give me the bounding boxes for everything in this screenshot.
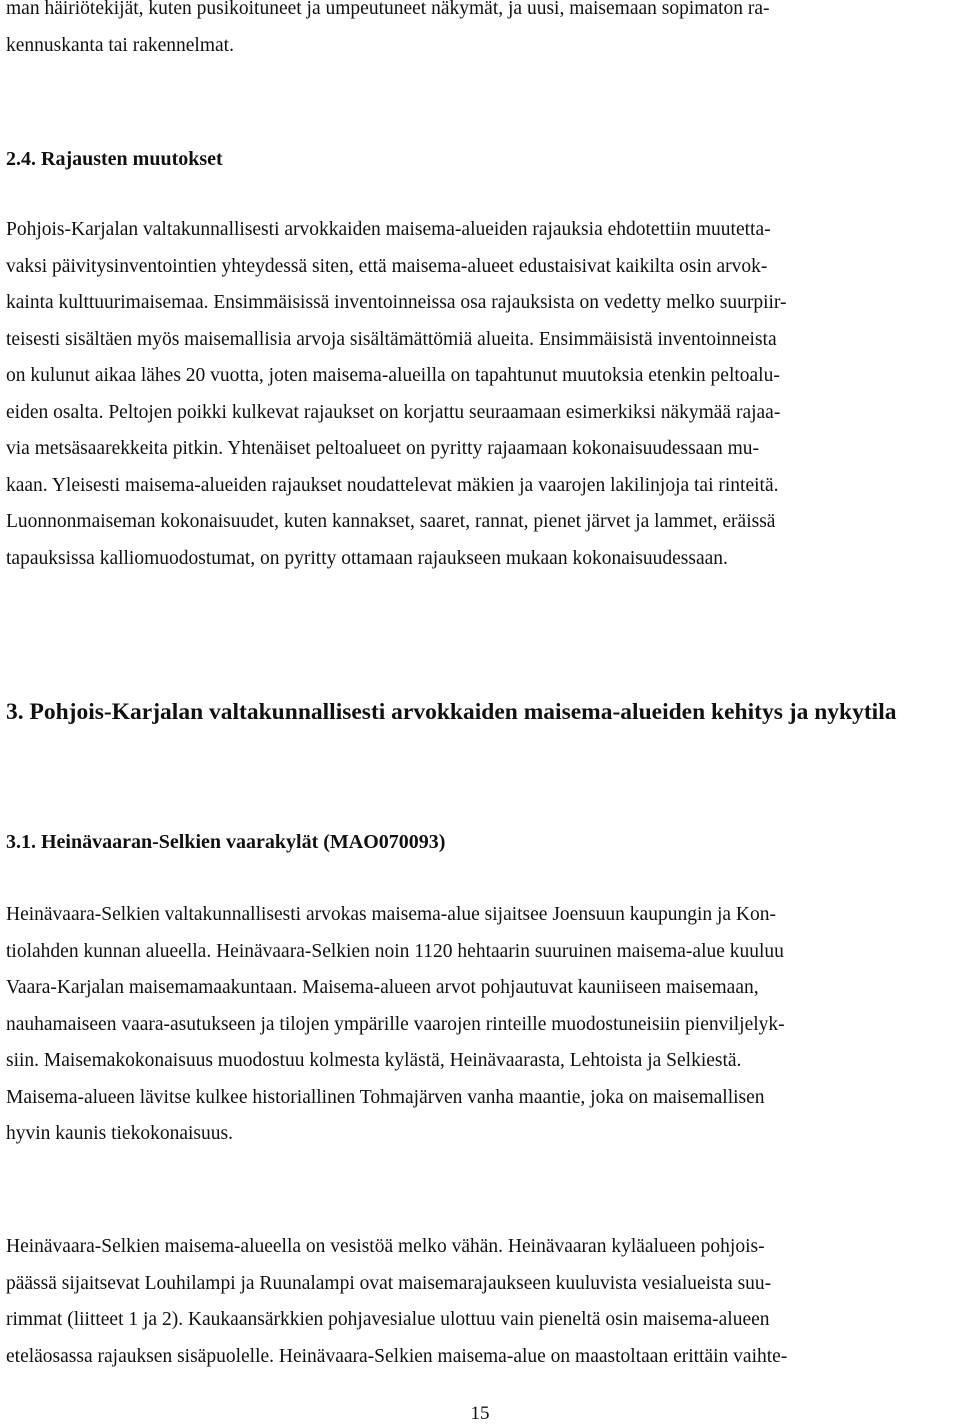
section-heading-2-4: 2.4. Rajausten muutokset [6,148,223,170]
section-2-4-paragraph: Pohjois-Karjalan valtakunnallisesti arvokkaiden maisema-alueiden rajauksia ehdotettiin muutetta- vaksi päivitysinventointien yhteydessä siten, että maisema-alueet edustaisivat kaikilta osin arvok- kainta kulttuurimaisemaa. Ensimmäisissä inventoinneissa osa rajauksista on vedetty melko suurpiir- teisesti sisältäen myös maisemallisia arvoja sisältämättömiä alueita. Ensimmäisistä inventoinneista on kulunut aikaa lähes 20 vuotta, joten maisema-alueilla on tapahtunut muutoksia etenkin peltoalu- eiden osalta. Peltojen poikki kulkevat rajaukset on korjattu seuraamaan esimerkiksi näkymää rajaa- via metsäsaarekkeita pitkin. Yhtenäiset peltoalueet on pyritty rajaamaan kokonaisuudessaan mu- kaan. Yleisesti maisema-alueiden rajaukset noudattelevat mäkien ja vaarojen lakilinjoja tai rinteitä. Luonnonmaiseman kokonaisuudet, kuten kannakset, saaret, rannat, pienet järvet ja lammet, eräissä tapauksissa kalliomuodostumat, on pyritty ottamaan rajaukseen mukaan kokonaisuudessaan. [6,219,787,569]
section-3-1-paragraph-2: Heinävaara-Selkien maisema-alueella on vesistöä melko vähän. Heinävaaran kyläalueen pohjois- päässä sijaitsevat Louhilampi ja Ruunalampi ovat maisemarajaukseen kuuluvista vesialueista suu- rimmat (liitteet 1 ja 2). Kaukaansärkkien pohjavesialue ulottuu vain pieneltä osin maisema-alueen eteläosassa rajauksen sisäpuolelle. Heinävaara-Selkien maisema-alue on maastoltaan erittäin vaihte- [6,1236,788,1367]
intro-paragraph: man häiriötekijät, kuten pusikoituneet ja umpeutuneet näkymät, ja uusi, maisemaan sopimaton ra- kennuskanta tai rakennelmat. [6,0,770,56]
section-3-1-paragraph-1: Heinävaara-Selkien valtakunnallisesti arvokas maisema-alue sijaitsee Joensuun kaupungin ja Kon- tiolahden kunnan alueella. Heinävaara-Selkien noin 1120 hehtaarin suuruinen maisema-alue kuuluu Vaara-Karjalan maisemamaakuntaan. Maisema-alueen arvot pohjautuvat kauniiseen maisemaan, nauhamaiseen vaara-asutukseen ja tilojen ympärille vaarojen rinteille muodostuneisiin pienviljelyk- siin. Maisemakokonaisuus muodostuu kolmesta kylästä, Heinävaarasta, Lehtoista ja Selkiestä. Maisema-alueen lävitse kulkee historiallinen Tohmajärven vanha maantie, joka on maisemallisen hyvin kaunis tiekokonaisuus. [6,904,785,1144]
section-heading-3: 3. Pohjois-Karjalan valtakunnallisesti arvokkaiden maisema-alueiden kehitys ja nykytila [6,699,897,725]
section-heading-3-1: 3.1. Heinävaaran-Selkien vaarakylät (MAO070093) [6,831,446,853]
page-number: 15 [470,1403,490,1424]
